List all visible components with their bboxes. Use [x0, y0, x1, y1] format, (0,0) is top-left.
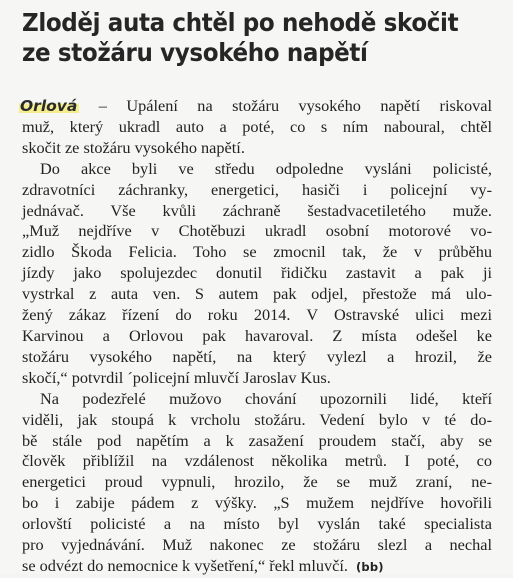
article-line: „Muž nejdříve v Chotěbuzi ukradl osobní motorové vo- [22, 221, 492, 241]
article-line: zidlo Škoda Felicia. Toho se zmocnil tak, že v průběhu [22, 242, 492, 262]
headline [22, 8, 473, 68]
article-line: skočit ze stožáru vysokého napětí. [22, 137, 245, 157]
article-line: žený zákaz řízení do roku 2014. V Ostravské ulici mezi [22, 305, 492, 325]
dateline: Orlová [20, 97, 78, 115]
article-line: pro vyjednávání. Muž nakonec ze stožáru slezl a nechal [22, 535, 492, 555]
article-line: bě stále pod napětím a k zasažení proudem stačí, aby se [22, 430, 492, 450]
article-line: jednávač. Vše kvůli záchraně šestadvacetiletého muže. [22, 200, 492, 220]
article-line: stožáru vysokého napětí, na který vylezl a hrozil, že [22, 346, 492, 366]
article-line: jízdy jako spolujezdec donutil řidičku zastavit a pak ji [22, 263, 492, 283]
article-line: člověk přiblížil na vzdálenost několika metrů. I poté, co [22, 451, 492, 471]
article-line: orlovští policisté a na místo byl vyslán také specialista [22, 514, 492, 534]
article-line: bo i zabije pádem z výšky. „S mužem nejdříve hovořili [22, 493, 492, 513]
article-line: vystrkal z auta ven. S autem pak odjel, přestože má ulo- [22, 284, 492, 304]
article-line: se odvézt do nemocnice k vyšetření,“ řekl mluvčí. [22, 555, 348, 575]
article-line: Na podezřelé mužovo chování upozornili lidé, kteří [40, 388, 492, 408]
headline-line-2: ze stožáru vysokého napětí [22, 38, 368, 67]
article-body [22, 96, 492, 578]
article-line: muž, který ukradl auto a poté, co s ním naboural, chtěl [22, 116, 492, 136]
article-line-final [22, 556, 492, 578]
article-line: Karvinou a Orlovou pak havaroval. Z místa odešel ke [22, 325, 492, 345]
article-line: Do akce byli ve středu odpoledne vysláni policisté, [40, 158, 492, 178]
article-line: skočí,“ potvrdil ´policejní mluvčí Jaroslav Kus. [22, 367, 331, 387]
article-line: zdravotníci záchranky, energetici, hasiči i policejní vy- [22, 179, 492, 199]
article-line: Orlová – Upálení na stožáru vysokého napětí riskoval [20, 96, 492, 115]
headline-line-1: Zloděj auta chtěl po nehodě skočit [22, 8, 459, 37]
author-byline: (bb) [355, 559, 384, 574]
article-line: energetici proud vypnuli, hrozilo, že se muž zraní, ne- [22, 472, 492, 492]
article-line: viděli, jak stoupá k vrcholu stožáru. Vedení bylo v té do- [22, 409, 492, 429]
